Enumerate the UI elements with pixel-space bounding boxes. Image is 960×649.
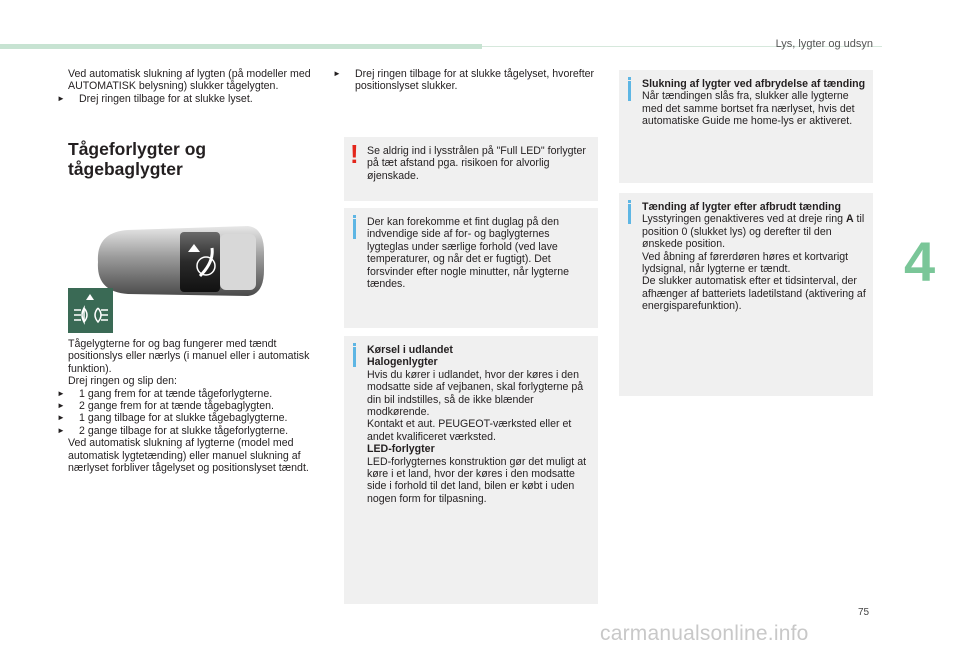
info-box-abroad (344, 336, 598, 604)
info-paragraph: Lysstyringen genaktiveres ved at dreje ring A til position 0 (slukket lys) og derefter til den ønskede position. (642, 213, 865, 251)
warning-text: Se aldrig ind i lysstrålen på "Full LED" forlygter på tæt afstand pga. risikoen for alvorlig øjenskade. (367, 145, 586, 182)
info-icon (353, 215, 356, 218)
info-text: Der kan forekomme et fint duglag på den indvendige side af for- og baglygternes lygteglas under særlige forhold (ved lave temperaturer, og når det er fugtigt). Det forsvinder efter nogle minutter, når lygterne tændes. (367, 216, 569, 291)
list-item: ► 2 gange tilbage for at slukke tågeforlygterne. (57, 424, 289, 437)
info-paragraph: LED-forlygternes konstruktion gør det muligt at køre i et land, hvor der køres i den modsatte side i forhold til det land, bilen er købt i uden nogen form for tilpasning. (367, 455, 587, 505)
info-icon (628, 200, 631, 203)
info-paragraph: Kontakt et aut. PEUGEOT-værksted eller et andet kvalificeret værksted. (367, 418, 572, 443)
arrow-right-icon: ► (333, 69, 341, 78)
light-stalk-illustration (88, 222, 266, 302)
arrow-right-icon: ► (57, 401, 65, 411)
fog-auto-note: Ved automatisk slukning af lygterne (model med automatisk lygtetænding) eller manuel slukning af nærlyset forbliver tågelyset og positionslyset tændt. (68, 437, 309, 475)
info-paragraph: Ved åbning af førerdøren høres et kortvarigt lydsignal, når lygterne er tændt. (642, 250, 849, 276)
fog-instruction: Drej ringen og slip den: (68, 375, 177, 388)
list-item: ► 1 gang tilbage for at slukke tågebaglygterne. (57, 412, 288, 425)
info-box-condensation (344, 208, 598, 328)
arrow-right-icon: ► (57, 388, 65, 398)
info-box-ignation-off (619, 70, 873, 183)
info-subtitle: LED-forlygter (367, 443, 435, 456)
info-paragraph: De slukker automatisk efter et tidsinterval, der afhænger af batteriets ladetilstand (aktivering af energisparefunktion). (642, 275, 866, 313)
page-number: 75 (858, 607, 870, 618)
info-title: Kørsel i udlandet (367, 344, 453, 356)
fog-description: Tågelygterne for og bag fungerer med tændt positionslys eller nærlys (i manuel eller i automatisk funktion). (68, 338, 310, 375)
chapter-title: Lys, lygter og udsyn (775, 38, 873, 50)
info-subtitle: Halogenlygter (367, 356, 438, 369)
intro-text (57, 68, 330, 105)
info-box-relighting (619, 193, 873, 396)
intro-bullet: ► Drej ringen tilbage for at slukke lyset. (57, 92, 253, 105)
arrow-right-icon: ► (57, 93, 65, 103)
section-heading: Tågeforlygter og tågebaglygter (68, 139, 207, 179)
list-item: ► Drej ringen tilbage for at slukke tågelyset, hvorefter positionslyset slukker. (333, 68, 595, 93)
warning-box (344, 137, 598, 201)
list-item: ► 1 gang frem for at tænde tågeforlygterne. (57, 387, 273, 400)
fog-light-icon (68, 288, 113, 333)
watermark: carmanualsonline.info (600, 622, 809, 645)
info-icon (628, 77, 631, 80)
list-item: ► 2 gange frem for at tænde tågebaglygten. (57, 400, 274, 413)
info-paragraph: Når tændingen slås fra, slukker alle lygterne med det samme bortset fra nærlyset, hvis det automatiske Guide me home-lys er aktiveret. (642, 90, 855, 128)
info-paragraph: Hvis du kører i udlandet, hvor der køres i den modsatte side af vejbanen, skal forlygterne på din bil indstilles, så de ikke blænder modkørende. (367, 368, 584, 419)
intro-paragraph: Ved automatisk slukning af lygten (på modeller med AUTOMATISK belysning) slukker tågelygten. (68, 68, 311, 93)
info-icon (353, 343, 356, 346)
info-title: Slukning af lygter ved afbrydelse af tænding (642, 78, 866, 90)
header-bar (0, 44, 482, 49)
arrow-right-icon: ► (57, 425, 65, 435)
info-title: Tænding af lygter efter afbrudt tænding (642, 201, 841, 213)
arrow-right-icon: ► (57, 413, 65, 423)
exclamation-icon: ! (350, 139, 359, 169)
fog-body-text (57, 338, 330, 475)
col2-bullet (333, 68, 598, 93)
chapter-number: 4 (904, 230, 936, 293)
